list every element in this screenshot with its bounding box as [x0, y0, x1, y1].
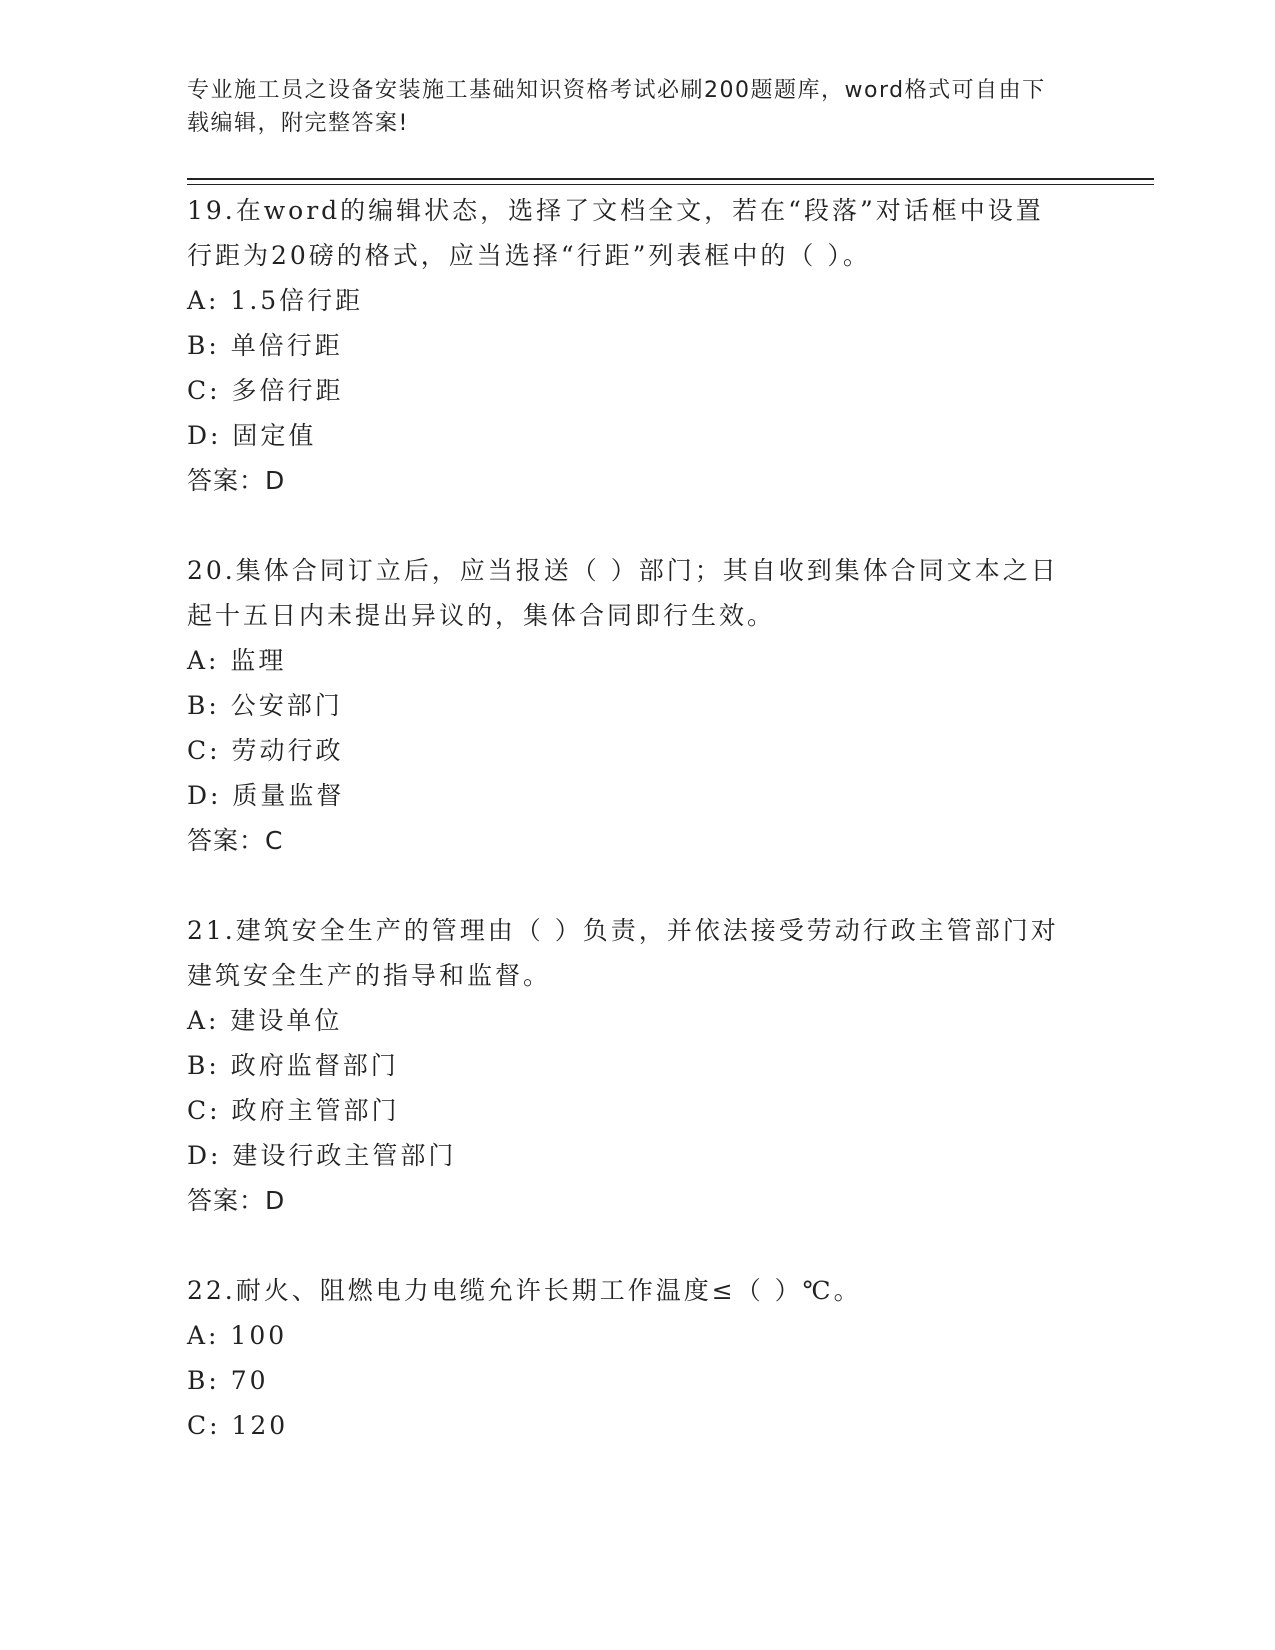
option-b: B: 政府监督部门 — [187, 1051, 399, 1080]
header-divider-thin — [187, 184, 1154, 185]
option-a: A: 100 — [187, 1321, 288, 1350]
option-a: A: 建设单位 — [187, 1006, 343, 1035]
answer-value: D — [265, 1186, 286, 1215]
option-d: D: 质量监督 — [187, 781, 345, 810]
option-d: D: 建设行政主管部门 — [187, 1141, 457, 1170]
header-divider-thick — [187, 178, 1154, 180]
answer-line — [187, 458, 1067, 503]
answer-value: C — [265, 826, 284, 855]
document-header — [187, 74, 1067, 140]
question-stem: 19.在word的编辑状态，选择了文档全文，若在“段落”对话框中设置行距为20磅的格式，应当选择“行距”列表框中的（ ）。 — [187, 196, 1044, 270]
option-a: A: 1.5倍行距 — [187, 286, 364, 315]
option-c: C: 120 — [187, 1411, 289, 1440]
option-a: A: 监理 — [187, 646, 287, 675]
answer-line — [187, 818, 1067, 863]
answer-value: D — [265, 466, 286, 495]
answer-line — [187, 1178, 1067, 1223]
option-c: C: 多倍行距 — [187, 376, 344, 405]
question-stem: 20.集体合同订立后，应当报送（ ）部门；其自收到集体合同文本之日起十五日内未提出异议的，集体合同即行生效。 — [187, 556, 1059, 630]
option-c: C: 政府主管部门 — [187, 1096, 400, 1125]
option-b: B: 单倍行距 — [187, 331, 343, 360]
answer-label: 答案： — [187, 826, 266, 855]
question-21 — [187, 908, 1067, 1223]
option-d: D: 固定值 — [187, 421, 317, 450]
answer-label: 答案： — [187, 1186, 266, 1215]
question-stem: 21.建筑安全生产的管理由（ ）负责，并依法接受劳动行政主管部门对建筑安全生产的指导和监督。 — [187, 916, 1059, 990]
question-stem: 22.耐火、阻燃电力电缆允许长期工作温度≤（ ）℃。 — [187, 1276, 862, 1305]
option-b: B: 70 — [187, 1366, 269, 1395]
option-b: B: 公安部门 — [187, 691, 343, 720]
question-20 — [187, 548, 1067, 863]
answer-label: 答案： — [187, 466, 266, 495]
question-19 — [187, 188, 1067, 503]
option-c: C: 劳动行政 — [187, 736, 344, 765]
document-title: 专业施工员之设备安装施工基础知识资格考试必刷200题题库，word格式可自由下载编辑，附完整答案! — [187, 78, 1046, 136]
question-22 — [187, 1268, 1067, 1448]
